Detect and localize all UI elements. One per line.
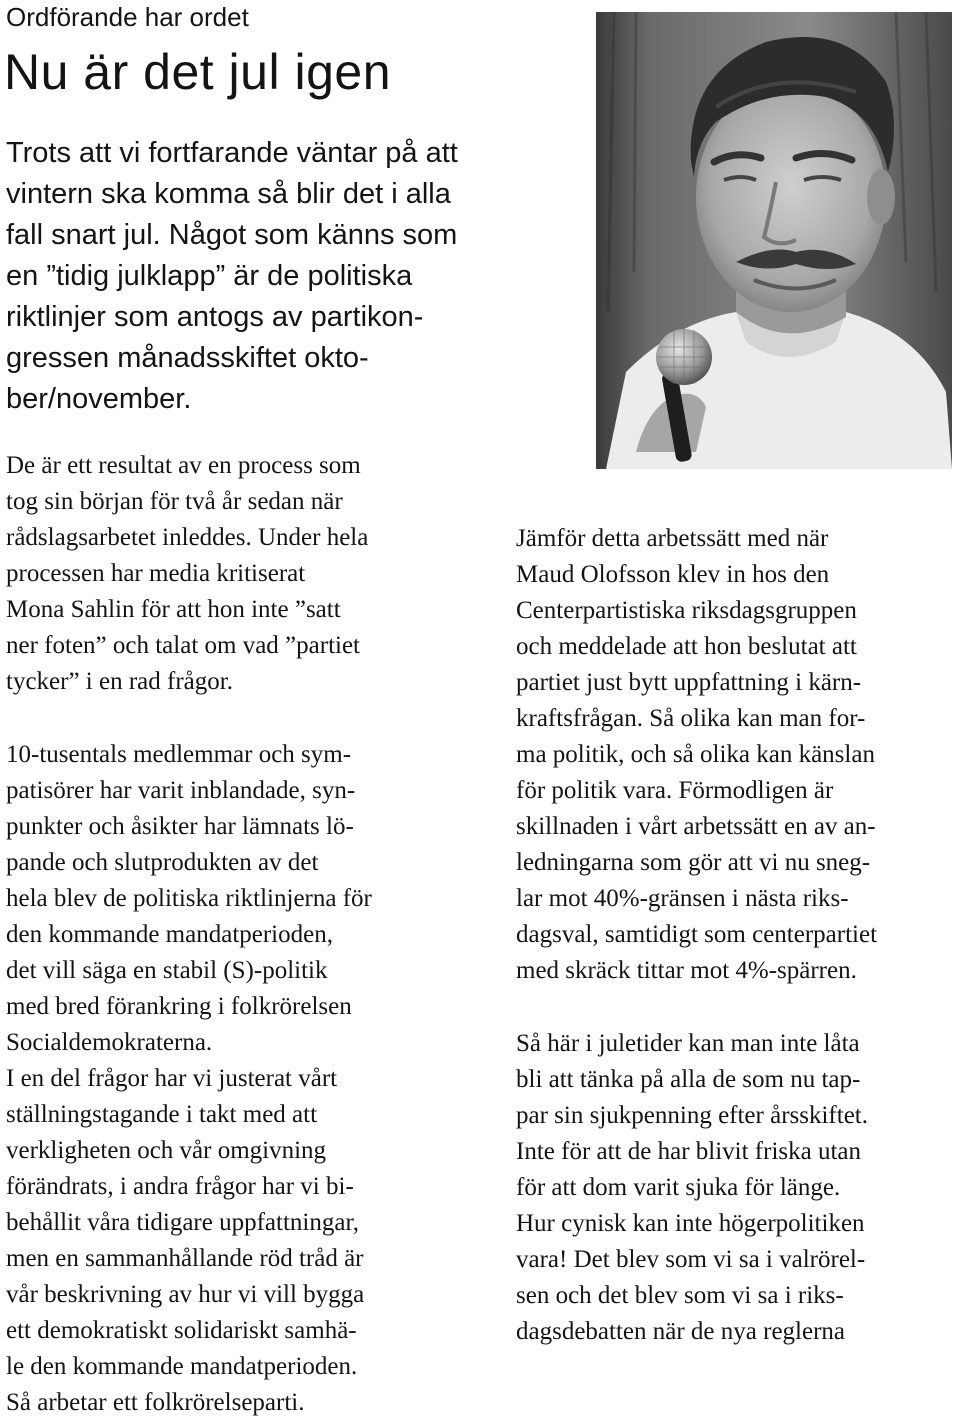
body-line: den kommande mandatperioden, [6,921,333,948]
body-paragraph [6,1061,476,1421]
body-line: ledningarna som gör att vi nu sneg- [516,849,871,876]
chairman-photo [596,12,952,469]
body-line: det vill säga en stabil (S)-politik [6,957,328,984]
body-line: Maud Olofsson klev in hos den [516,561,830,588]
body-line: ma politik, och så olika kan känslan [516,741,875,768]
body-paragraph [516,1026,960,1350]
body-line: dagsval, samtidigt som centerpartiet [516,921,878,948]
body-line: skillnaden i vårt arbetssätt en av an- [516,813,876,840]
body-line: förändrats, i andra frågor har vi bi- [6,1173,354,1200]
body-paragraph [6,448,476,700]
article-column-right [516,521,960,1350]
article-kicker: Ordförande har ordet [6,2,249,32]
body-line: processen har media kritiserat [6,560,306,587]
body-line: och meddelade att hon beslutat att [516,633,857,660]
body-line: kraftsfrågan. Så olika kan man for- [516,705,866,732]
ingress-line: vintern ska komma så blir det i alla [6,178,451,210]
body-line: Så arbetar ett folkrörelseparti. [6,1389,305,1416]
body-line: ett demokratiskt solidariskt samhä- [6,1317,357,1344]
body-line: dagsdebatten när de nya reglerna [516,1318,846,1345]
chairman-photo-illustration [596,12,952,469]
body-paragraph [516,521,960,989]
body-line: Inte för att de har blivit friska utan [516,1138,862,1165]
ingress-line: en ”tidig julklapp” är de politiska [6,260,413,292]
body-line: verkligheten och vår omgivning [6,1137,327,1164]
body-line: ner foten” och talat om vad ”partiet [6,632,361,659]
body-line: sen och det blev som vi sa i riks- [516,1282,844,1309]
body-paragraph [6,737,476,1061]
body-line: med bred förankring i folkrörelsen [6,993,352,1020]
body-line: I en del frågor har vi justerat vårt [6,1065,338,1092]
ingress-line: fall snart jul. Något som känns som [6,219,458,251]
article-column-left [6,448,476,1421]
article-headline: Nu är det jul igen [4,44,392,100]
article-ingress [6,133,586,420]
body-line: patisörer har varit inblandade, syn- [6,777,356,804]
body-line: Hur cynisk kan inte högerpolitiken [516,1210,865,1237]
body-line: för politik vara. Förmodligen är [516,777,834,804]
body-line: lar mot 40%-gränsen i nästa riks- [516,885,849,912]
body-line: med skräck tittar mot 4%-spärren. [516,957,857,984]
ingress-line: riktlinjer som antogs av partikon- [6,301,424,333]
body-line: tycker” i en rad frågor. [6,668,233,695]
body-line: punkter och åsikter har lämnats lö- [6,813,354,840]
body-line: Så här i juletider kan man inte låta [516,1030,860,1057]
body-line: vara! Det blev som vi sa i valrörel- [516,1246,866,1273]
body-line: par sin sjukpenning efter årsskiftet. [516,1102,868,1129]
body-line: 10-tusentals medlemmar och sym- [6,741,352,768]
body-line: Socialdemokraterna. [6,1029,213,1056]
body-line: Centerpartistiska riksdagsgruppen [516,597,857,624]
body-line: tog sin början för två år sedan när [6,488,343,515]
body-line: bli att tänka på alla de som nu tap- [516,1066,861,1093]
ingress-line: ber/november. [6,383,192,415]
body-line: ställningstagande i takt med att [6,1101,318,1128]
body-line: hela blev de politiska riktlinjerna för [6,885,372,912]
body-line: pande och slutprodukten av det [6,849,319,876]
body-line: men en sammanhållande röd tråd är [6,1245,364,1272]
body-line: vår beskrivning av hur vi vill bygga [6,1281,365,1308]
body-line: De är ett resultat av en process som [6,452,361,479]
body-line: le den kommande mandatperioden. [6,1353,358,1380]
body-line: för att dom varit sjuka för länge. [516,1174,841,1201]
ingress-line: gressen månadsskiftet okto- [6,342,369,374]
body-line: Mona Sahlin för att hon inte ”satt [6,596,341,623]
body-line: Jämför detta arbetssätt med när [516,525,829,552]
body-line: rådslagsarbetet inleddes. Under hela [6,524,369,551]
body-line: partiet just bytt uppfattning i kärn- [516,669,862,696]
body-line: behållit våra tidigare uppfattningar, [6,1209,360,1236]
ingress-line: Trots att vi fortfarande väntar på att [6,137,458,169]
